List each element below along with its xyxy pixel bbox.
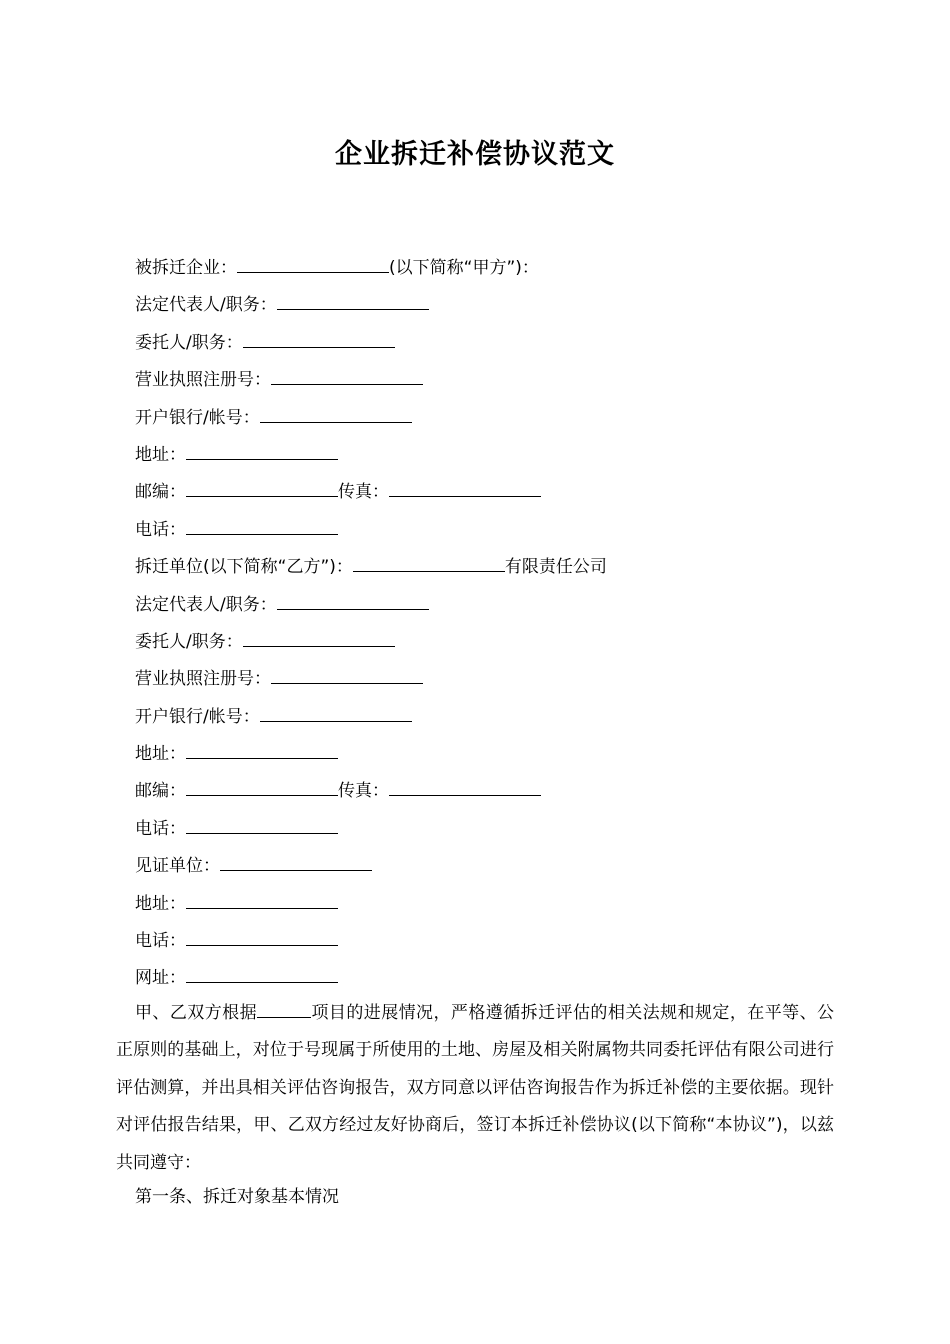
party-b-agent-blank[interactable]	[243, 620, 395, 647]
party-a-bank-field	[135, 396, 607, 433]
party-a-phone-label: 电话：	[135, 519, 186, 540]
party-a-postcode-label: 邮编：	[135, 482, 186, 503]
party-b-address-label: 地址：	[135, 744, 186, 765]
project-name-blank[interactable]	[257, 991, 311, 1018]
witness-address-blank[interactable]	[186, 882, 338, 909]
party-a-company-field	[135, 246, 607, 283]
party-a-license-label: 营业执照注册号：	[135, 370, 271, 391]
party-a-company-label: 被拆迁企业：	[135, 258, 237, 278]
party-a-representative-blank[interactable]	[277, 283, 429, 310]
party-b-phone-blank[interactable]	[186, 807, 338, 834]
party-a-representative-label: 法定代表人/职务：	[135, 295, 277, 316]
party-b-address-blank[interactable]	[186, 732, 338, 759]
party-a-license-blank[interactable]	[271, 358, 423, 385]
party-b-phone-label: 电话：	[135, 818, 186, 839]
party-a-fax-blank[interactable]	[389, 470, 541, 497]
party-a-license-field	[135, 358, 607, 395]
party-b-bank-blank[interactable]	[260, 695, 412, 722]
party-b-company-blank[interactable]	[353, 545, 505, 572]
party-a-postcode-field	[135, 470, 607, 507]
party-a-address-blank[interactable]	[186, 433, 338, 460]
witness-website-blank[interactable]	[186, 956, 338, 983]
party-b-fax-blank[interactable]	[389, 769, 541, 796]
intro-paragraph	[116, 991, 834, 1182]
party-a-bank-blank[interactable]	[260, 396, 412, 423]
party-a-address-label: 地址：	[135, 444, 186, 465]
party-b-agent-label: 委托人/职务：	[135, 631, 243, 652]
party-b-bank-field	[135, 695, 607, 732]
witness-unit-field	[135, 844, 607, 881]
intro-part-1: 甲、乙双方根据	[135, 1003, 258, 1023]
party-b-phone-field	[135, 807, 607, 844]
party-a-phone-blank[interactable]	[186, 508, 338, 535]
witness-phone-field	[135, 919, 607, 956]
party-b-license-label: 营业执照注册号：	[135, 669, 271, 690]
intro-part-2: 项目的进展情况，严格遵循拆迁评估的相关法规和规定，在平等、公正原则的基础上，对位于号现属于所使用的土地、房屋及相关附属物共同委托评估有限公司进行评估测算，并出具相关评估咨询报告，双方同意以评估咨询报告作为拆迁补偿的主要依据。现针对评估报告结果，甲、乙双方经过友好协商后，签订本拆迁补偿协议(以下简称“本协议”)，以兹共同遵守：	[116, 1003, 835, 1173]
party-a-postcode-blank[interactable]	[186, 470, 338, 497]
party-b-company-field	[135, 545, 607, 582]
witness-website-label: 网址：	[135, 968, 186, 989]
party-b-agent-field	[135, 620, 607, 657]
witness-address-label: 地址：	[135, 893, 186, 914]
witness-phone-blank[interactable]	[186, 919, 338, 946]
party-a-agent-blank[interactable]	[243, 321, 395, 348]
party-fields	[135, 246, 607, 994]
party-b-license-field	[135, 657, 607, 694]
party-b-postcode-blank[interactable]	[186, 769, 338, 796]
party-b-fax-label: 传真：	[338, 781, 389, 802]
party-b-address-field	[135, 732, 607, 769]
party-a-company-suffix: (以下简称“甲方”)：	[389, 258, 539, 278]
document-title: 企业拆迁补偿协议范文	[335, 139, 615, 170]
party-b-license-blank[interactable]	[271, 657, 423, 684]
witness-unit-blank[interactable]	[220, 844, 372, 871]
party-b-representative-label: 法定代表人/职务：	[135, 594, 277, 615]
party-a-representative-field	[135, 283, 607, 320]
party-a-agent-field	[135, 321, 607, 358]
party-b-company-suffix: 有限责任公司	[504, 557, 607, 578]
party-b-postcode-label: 邮编：	[135, 781, 186, 802]
party-a-address-field	[135, 433, 607, 470]
party-b-company-label: 拆迁单位(以下简称“乙方”)：	[135, 557, 353, 578]
party-b-representative-field	[135, 583, 607, 620]
party-b-postcode-field	[135, 769, 607, 806]
witness-unit-label: 见证单位：	[135, 856, 220, 877]
party-a-agent-label: 委托人/职务：	[135, 332, 243, 353]
witness-website-field	[135, 956, 607, 993]
party-b-bank-label: 开户银行/帐号：	[135, 706, 260, 727]
witness-phone-label: 电话：	[135, 931, 186, 952]
party-b-representative-blank[interactable]	[277, 583, 429, 610]
party-a-phone-field	[135, 508, 607, 545]
article-1-heading: 第一条、拆迁对象基本情况	[135, 1187, 339, 1207]
witness-address-field	[135, 882, 607, 919]
party-a-company-blank[interactable]	[237, 246, 389, 273]
party-a-bank-label: 开户银行/帐号：	[135, 407, 260, 428]
party-a-fax-label: 传真：	[338, 482, 389, 503]
